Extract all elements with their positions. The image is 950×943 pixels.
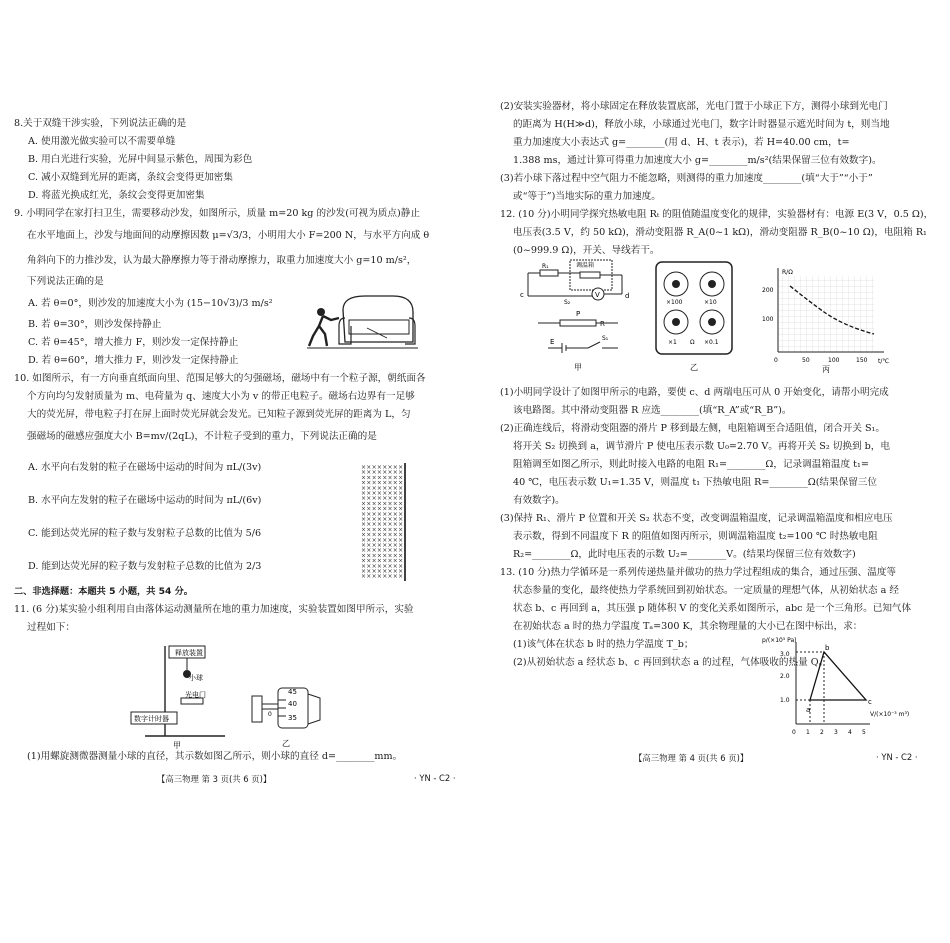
q13-line-3: 状态 b、c 再回到 a，其压强 p 随体积 V 的变化关系如图所示，abc 是一个三角形。已知气体 xyxy=(513,603,912,614)
field-cross-mark: × xyxy=(398,521,404,529)
field-cross-mark: × xyxy=(392,490,398,497)
field-cross-mark: × xyxy=(392,495,398,503)
field-cross-mark: × xyxy=(392,547,398,555)
field-cross-mark: × xyxy=(371,474,377,482)
svg-text:R₁: R₁ xyxy=(542,263,549,270)
field-cross-mark: × xyxy=(398,568,404,575)
field-cross-mark: × xyxy=(361,526,367,534)
field-cross-mark: × xyxy=(398,495,404,503)
pv-y-axis-label: p/(×10⁵ Pa) xyxy=(762,637,797,644)
field-cross-mark: × xyxy=(392,510,398,518)
field-cross-mark: × xyxy=(361,479,367,487)
field-cross-mark: × xyxy=(366,557,372,565)
field-cross-mark: × xyxy=(387,552,393,560)
field-cross-mark: × xyxy=(371,568,377,575)
field-cross-mark: × xyxy=(366,500,372,508)
field-cross-mark: × xyxy=(398,510,404,518)
field-cross-mark: × xyxy=(382,469,388,477)
svg-text:E: E xyxy=(550,338,555,346)
field-cross-mark: × xyxy=(392,516,398,523)
pv-xtick-1: 1 xyxy=(806,729,810,736)
q12-part-1-line-2: 该电路图。其中滑动变阻器 R 应选________(填“R_A”或“R_B”)。 xyxy=(513,405,792,416)
q11-line-2: 过程如下： xyxy=(27,622,75,633)
field-cross-mark: × xyxy=(392,469,398,477)
field-cross-mark: × xyxy=(366,531,372,539)
q10-option-c: C. 能到达荧光屏的粒子数与发射粒子总数的比值为 5/6 xyxy=(28,528,262,539)
field-cross-mark: × xyxy=(371,557,377,565)
pv-xtick-4: 4 xyxy=(848,729,852,736)
field-cross-mark: × xyxy=(361,484,367,492)
graph-y-axis-label: R/Ω xyxy=(782,269,793,276)
field-cross-mark: × xyxy=(382,526,388,534)
field-cross-mark: × xyxy=(366,490,372,497)
circuit-jia-label: 甲 xyxy=(574,363,582,372)
graph-x-axis-label: t/℃ xyxy=(878,358,890,365)
field-cross-mark: × xyxy=(387,495,393,503)
q13-line-2: 状态参量的变化，最终使热力学系统回到初始状态。一定质量的理想气体，从初始状态 a 经 xyxy=(513,585,899,596)
scale-40: 40 xyxy=(288,700,297,708)
field-cross-mark: × xyxy=(392,562,398,570)
field-cross-mark: × xyxy=(382,547,388,555)
field-cross-mark: × xyxy=(376,536,382,544)
field-cross-mark: × xyxy=(371,547,377,555)
graph-xtick-0: 0 xyxy=(774,357,778,364)
field-cross-mark: × xyxy=(387,547,393,555)
field-cross-mark: × xyxy=(392,521,398,529)
graph-xtick-50: 50 xyxy=(802,357,810,364)
field-cross-mark: × xyxy=(398,547,404,555)
field-cross-mark: × xyxy=(361,516,367,523)
scale-35: 35 xyxy=(288,714,297,722)
field-cross-mark: × xyxy=(387,526,393,534)
q12-part-3-line-3: R₂=________Ω，此时电压表的示数 U₂=________V。(结果均保留三位有效数字) xyxy=(513,549,856,560)
dial-x01-label: ×0.1 xyxy=(704,339,719,346)
field-cross-mark: × xyxy=(361,510,367,518)
svg-text:S₁: S₁ xyxy=(602,335,609,342)
field-cross-mark: × xyxy=(376,547,382,555)
field-cross-mark: × xyxy=(376,479,382,487)
field-cross-mark: × xyxy=(398,500,404,508)
dial-x100-label: ×100 xyxy=(666,299,683,306)
q8-option-a: A. 使用激光做实验可以不需要单缝 xyxy=(28,136,176,147)
field-cross-mark: × xyxy=(387,542,393,549)
footer-right-page: 【高三物理 第 4 页(共 6 页)】 xyxy=(634,753,749,763)
q12-part-2-line-1: (2)正确连线后，将滑动变阻器的滑片 P 移到最左侧，电阻箱调至合适阻值，闭合开关 S₁。 xyxy=(500,423,885,434)
q10-option-b: B. 水平向左发射的粒子在磁场中运动的时间为 πL/(6v) xyxy=(28,495,262,506)
q12-part-2-line-2: 将开关 S₂ 切换到 a，调节滑片 P 使电压表示数 U₀=2.70 V。再将开关 S₂ 切换到 b，电 xyxy=(513,441,890,452)
field-cross-mark: × xyxy=(382,479,388,487)
field-cross-mark: × xyxy=(361,573,367,581)
field-cross-mark: × xyxy=(366,573,372,581)
q9-line-1: 9. 小明同学在家打扫卫生，需要移动沙发，如图所示，质量 m=20 kg 的沙发(可视为质点)静止 xyxy=(14,208,420,219)
q8-stem: 8.关于双缝干涉实验，下列说法正确的是 xyxy=(14,118,187,129)
field-cross-mark: × xyxy=(366,469,372,477)
field-cross-mark: × xyxy=(361,557,367,565)
field-cross-mark: × xyxy=(366,552,372,560)
field-cross-mark: × xyxy=(366,568,372,575)
field-cross-mark: × xyxy=(387,484,393,492)
field-cross-mark: × xyxy=(376,505,382,513)
field-cross-mark: × xyxy=(371,542,377,549)
q11-line-1: 11. (6 分)某实验小组利用自由落体运动测量所在地的重力加速度，实验装置如图甲所示，实验 xyxy=(14,604,414,615)
field-cross-mark: × xyxy=(376,526,382,534)
field-cross-mark: × xyxy=(371,526,377,534)
pv-ytick-3: 3.0 xyxy=(780,651,790,658)
field-cross-mark: × xyxy=(371,552,377,560)
field-cross-mark: × xyxy=(361,500,367,508)
field-cross-mark: × xyxy=(376,500,382,508)
scale-0: 0 xyxy=(268,711,272,718)
field-cross-mark: × xyxy=(361,562,367,570)
field-cross-mark: × xyxy=(376,474,382,482)
pv-ytick-1: 1.0 xyxy=(780,697,790,704)
field-cross-mark: × xyxy=(361,464,367,471)
field-cross-mark: × xyxy=(382,516,388,523)
field-cross-mark: × xyxy=(387,464,393,471)
field-cross-mark: × xyxy=(387,557,393,565)
field-cross-mark: × xyxy=(398,562,404,570)
field-cross-mark: × xyxy=(361,542,367,549)
field-cross-mark: × xyxy=(371,495,377,503)
field-cross-mark: × xyxy=(398,536,404,544)
field-cross-mark: × xyxy=(398,490,404,497)
graph-xtick-100: 100 xyxy=(828,357,840,364)
field-cross-mark: × xyxy=(382,573,388,581)
field-cross-mark: × xyxy=(376,557,382,565)
field-cross-mark: × xyxy=(371,510,377,518)
field-cross-mark: × xyxy=(392,531,398,539)
field-cross-mark: × xyxy=(361,536,367,544)
section-2-heading: 二、非选择题：本题共 5 小题，共 54 分。 xyxy=(14,586,193,597)
field-cross-mark: × xyxy=(387,536,393,544)
q12-part-2-line-3: 阻箱调至如图乙所示，则此时接入电路的电阻 R₁=________Ω，记录调温箱温度 t₁= xyxy=(513,459,869,470)
field-cross-mark: × xyxy=(382,474,388,482)
q12-part-1-line-1: (1)小明同学设计了如图甲所示的电路，要使 c、d 两端电压可从 0 开始变化，请帮小明完成 xyxy=(500,387,889,398)
footer-left-code: · YN - C2 · xyxy=(414,773,456,783)
q13-part-2: (2)从初始状态 a 经状态 b、c 再回到状态 a 的过程，气体吸收的热量 Q。 xyxy=(513,657,829,668)
timer-label: 数字计时器 xyxy=(134,715,169,723)
field-cross-mark: × xyxy=(398,542,404,549)
q12-part-3-line-1: (3)保持 R₁、滑片 P 位置和开关 S₂ 状态不变，改变调温箱温度，记录调温箱温度和相应电压 xyxy=(500,513,893,524)
field-cross-mark: × xyxy=(387,469,393,477)
svg-text:d: d xyxy=(625,292,630,300)
field-cross-mark: × xyxy=(361,474,367,482)
field-cross-mark: × xyxy=(361,521,367,529)
q11-part-2-line-4: 1.388 ms，通过计算可得重力加速度大小 g=________m/s²(结果保留三位有效数字)。 xyxy=(513,155,882,166)
resistance-box-yi-label: 乙 xyxy=(690,363,698,372)
field-cross-mark: × xyxy=(387,500,393,508)
svg-text:S₂: S₂ xyxy=(564,299,571,306)
pv-state-c: c xyxy=(868,698,872,706)
field-cross-mark: × xyxy=(376,542,382,549)
field-cross-mark: × xyxy=(371,516,377,523)
field-cross-mark: × xyxy=(376,521,382,529)
sofa-figure xyxy=(305,290,420,358)
figure-yi-label: 乙 xyxy=(282,739,290,748)
field-cross-mark: × xyxy=(398,526,404,534)
pv-diagram xyxy=(762,632,912,747)
field-cross-mark: × xyxy=(382,464,388,471)
field-cross-mark: × xyxy=(376,573,382,581)
pv-xtick-5: 5 xyxy=(862,729,866,736)
field-cross-mark: × xyxy=(371,531,377,539)
field-cross-mark: × xyxy=(392,484,398,492)
circuit-figure xyxy=(518,256,640,374)
pv-xtick-2: 2 xyxy=(820,729,824,736)
graph-ytick-200: 200 xyxy=(762,287,774,294)
q9-option-c: C. 若 θ=45°，增大推力 F，则沙发一定保持静止 xyxy=(28,337,239,348)
footer-right-code: · YN - C2 · xyxy=(876,752,918,762)
field-cross-mark: × xyxy=(382,510,388,518)
thermostat-box-label: 调温箱 xyxy=(576,262,595,269)
field-cross-mark: × xyxy=(398,464,404,471)
q8-option-c: C. 减小双缝到光屏的距离，条纹会变得更加密集 xyxy=(28,172,233,183)
pv-xtick-3: 3 xyxy=(834,729,838,736)
photogate-label: 光电门 xyxy=(185,691,206,699)
dial-x1-label: ×1 xyxy=(668,339,677,346)
svg-text:P: P xyxy=(576,310,581,318)
q11-part-2-line-2: 的距离为 H(H≫d)，释放小球，小球通过光电门，数字计时器显示遮光时间为 t，则当地 xyxy=(513,119,890,130)
field-cross-mark: × xyxy=(392,573,398,581)
field-cross-mark: × xyxy=(382,568,388,575)
field-cross-mark: × xyxy=(366,516,372,523)
field-cross-mark: × xyxy=(376,516,382,523)
field-cross-mark: × xyxy=(398,469,404,477)
svg-text:c: c xyxy=(520,291,524,299)
field-cross-mark: × xyxy=(366,521,372,529)
release-device-label: 释放装置 xyxy=(175,649,203,657)
q9-line-4: 下列说法正确的是 xyxy=(27,276,104,287)
field-cross-mark: × xyxy=(387,568,393,575)
q9-option-d: D. 若 θ=60°，增大推力 F，则沙发一定保持静止 xyxy=(28,355,239,366)
field-cross-mark: × xyxy=(398,557,404,565)
field-cross-mark: × xyxy=(366,536,372,544)
q12-part-2-line-4: 40 ℃，电压表示数 U₁=1.35 V，则温度 t₁ 下热敏电阻 R=________Ω(结果保留三位 xyxy=(513,477,877,488)
field-cross-mark: × xyxy=(371,479,377,487)
q11-part-3-line-1: (3)若小球下落过程中空气阻力不能忽略，则测得的重力加速度________(填“大于”“小于” xyxy=(500,173,873,184)
q10-line-2: 个方向均匀发射质量为 m、电荷量为 q、速度大小为 v 的带正电粒子。磁场右边界有一足够 xyxy=(27,391,415,402)
ball-label: 小球 xyxy=(189,674,203,682)
q13-part-1: (1)该气体在状态 b 时的热力学温度 T_b； xyxy=(513,639,694,650)
field-cross-mark: × xyxy=(392,500,398,508)
field-cross-mark: × xyxy=(361,531,367,539)
field-cross-mark: × xyxy=(387,521,393,529)
field-cross-mark: × xyxy=(366,562,372,570)
field-cross-mark: × xyxy=(387,516,393,523)
figure-jia-label: 甲 xyxy=(173,741,181,750)
field-cross-mark: × xyxy=(366,510,372,518)
field-cross-mark: × xyxy=(361,505,367,513)
q11-part-2-line-3: 重力加速度大小表达式 g=________(用 d、H、t 表示)，若 H=40.00 cm，t= xyxy=(513,137,850,148)
graph-xtick-150: 150 xyxy=(856,357,868,364)
field-cross-mark: × xyxy=(392,526,398,534)
field-cross-mark: × xyxy=(366,526,372,534)
field-cross-mark: × xyxy=(387,562,393,570)
q12-line-2: 电压表(3.5 V，约 50 kΩ)，滑动变阻器 R_A(0~1 kΩ)，滑动变阻器 R_B(0~10 Ω)，电阻箱 R₁ xyxy=(513,227,927,238)
field-cross-mark: × xyxy=(376,464,382,471)
field-cross-mark: × xyxy=(361,552,367,560)
field-cross-mark: × xyxy=(371,490,377,497)
q12-line-1: 12. (10 分)小明同学探究热敏电阻 Rₜ 的阻值随温度变化的规律，实验器材有：电源 E(3 V，0.5 Ω)， xyxy=(500,209,934,220)
field-cross-mark: × xyxy=(387,505,393,513)
magnetic-field-figure xyxy=(360,463,408,581)
field-cross-mark: × xyxy=(371,505,377,513)
field-cross-mark: × xyxy=(382,484,388,492)
field-cross-mark: × xyxy=(392,505,398,513)
field-cross-mark: × xyxy=(392,536,398,544)
field-cross-mark: × xyxy=(371,500,377,508)
micrometer-figure xyxy=(248,678,333,754)
dial-x10-label: ×10 xyxy=(704,299,717,306)
resistance-box-figure xyxy=(654,260,736,374)
field-cross-mark: × xyxy=(366,479,372,487)
field-cross-mark: × xyxy=(382,521,388,529)
footer-left-page: 【高三物理 第 3 页(共 6 页)】 xyxy=(157,774,272,784)
resistance-temperature-graph xyxy=(752,262,900,374)
q10-line-3: 大的荧光屏，带电粒子打在屏上面时荧光屏就会发光。已知粒子源到荧光屏的距离为 L，匀 xyxy=(27,409,411,420)
field-cross-mark: × xyxy=(392,479,398,487)
field-cross-mark: × xyxy=(387,531,393,539)
field-cross-mark: × xyxy=(371,521,377,529)
field-cross-mark: × xyxy=(398,573,404,581)
field-cross-mark: × xyxy=(376,568,382,575)
field-cross-mark: × xyxy=(382,557,388,565)
field-cross-mark: × xyxy=(382,552,388,560)
q10-line-1: 10. 如图所示，有一方向垂直纸面向里、范围足够大的匀强磁场，磁场中有一个粒子源，朝纸面各 xyxy=(14,373,426,384)
field-cross-mark: × xyxy=(366,484,372,492)
field-cross-mark: × xyxy=(392,464,398,471)
field-cross-mark: × xyxy=(366,505,372,513)
field-cross-mark: × xyxy=(398,505,404,513)
pv-x-axis-label: V/(×10⁻³ m³) xyxy=(870,711,910,718)
field-cross-mark: × xyxy=(366,495,372,503)
svg-text:R: R xyxy=(600,320,605,328)
field-cross-mark: × xyxy=(392,552,398,560)
field-cross-mark: × xyxy=(398,552,404,560)
field-cross-mark: × xyxy=(387,510,393,518)
field-cross-mark: × xyxy=(382,536,388,544)
field-cross-mark: × xyxy=(371,469,377,477)
q13-line-1: 13. (10 分)热力学循环是一系列传递热量并做功的热力学过程组成的集合，通过压强、温度等 xyxy=(500,567,897,578)
field-cross-mark: × xyxy=(371,464,377,471)
q11-part-3-line-2: 或“等于”)当地实际的重力加速度。 xyxy=(513,191,661,202)
field-cross-mark: × xyxy=(392,474,398,482)
field-cross-mark: × xyxy=(382,505,388,513)
q12-part-2-line-5: 有效数字)。 xyxy=(513,495,565,506)
free-fall-apparatus-figure xyxy=(125,640,255,750)
field-cross-mark: × xyxy=(361,469,367,477)
q10-option-d: D. 能到达荧光屏的粒子数与发射粒子总数的比值为 2/3 xyxy=(28,561,262,572)
field-cross-mark: × xyxy=(398,474,404,482)
field-cross-mark: × xyxy=(361,490,367,497)
field-cross-mark: × xyxy=(387,479,393,487)
field-cross-mark: × xyxy=(371,573,377,581)
graph-ytick-100: 100 xyxy=(762,316,774,323)
field-cross-mark: × xyxy=(376,552,382,560)
q8-option-d: D. 将蓝光换成红光，条纹会变得更加密集 xyxy=(28,190,205,201)
field-cross-mark: × xyxy=(398,516,404,523)
q9-option-b: B. 若 θ=30°，则沙发保持静止 xyxy=(28,319,162,330)
field-cross-mark: × xyxy=(361,547,367,555)
field-cross-mark: × xyxy=(387,474,393,482)
field-cross-mark: × xyxy=(366,464,372,471)
q12-part-3-line-2: 表示数，得到不同温度下 R 的阻值如图丙所示，则调温箱温度 t₂=100 ℃ 时热敏电阻 xyxy=(513,531,878,542)
field-cross-mark: × xyxy=(376,531,382,539)
field-cross-mark: × xyxy=(371,484,377,492)
scale-45: 45 xyxy=(288,688,297,696)
graph-bing-label: 丙 xyxy=(822,365,830,374)
field-cross-mark: × xyxy=(387,573,393,581)
field-cross-mark: × xyxy=(398,479,404,487)
field-cross-mark: × xyxy=(361,495,367,503)
field-cross-mark: × xyxy=(382,490,388,497)
field-cross-mark: × xyxy=(382,495,388,503)
q11-part-1: (1)用螺旋测微器测量小球的直径，其示数如图乙所示，则小球的直径 d=________mm。 xyxy=(27,751,403,762)
field-cross-mark: × xyxy=(376,469,382,477)
field-cross-mark: × xyxy=(387,490,393,497)
field-cross-mark: × xyxy=(371,562,377,570)
field-cross-mark: × xyxy=(376,484,382,492)
field-cross-mark: × xyxy=(371,536,377,544)
field-cross-mark: × xyxy=(398,531,404,539)
pv-state-a: a xyxy=(806,706,811,714)
field-cross-mark: × xyxy=(392,568,398,575)
field-cross-mark: × xyxy=(376,495,382,503)
field-cross-mark: × xyxy=(366,547,372,555)
svg-text:V: V xyxy=(595,291,600,299)
q9-line-3: 角斜向下的力推沙发，认为最大静摩擦力等于滑动摩擦力，取重力加速度大小 g=10 m/s²， xyxy=(27,255,417,266)
q10-line-4: 强磁场的磁感应强度大小 B=mv/(2qL)，不计粒子受到的重力，下列说法正确的是 xyxy=(27,431,377,442)
field-cross-mark: × xyxy=(382,500,388,508)
pv-xtick-0: 0 xyxy=(792,729,796,736)
pv-state-b: b xyxy=(825,644,830,652)
field-cross-mark: × xyxy=(366,542,372,549)
field-cross-mark: × xyxy=(382,531,388,539)
field-cross-mark: × xyxy=(366,474,372,482)
q10-option-a: A. 水平向右发射的粒子在磁场中运动的时间为 πL/(3v) xyxy=(28,462,262,473)
pv-ytick-2: 2.0 xyxy=(780,673,790,680)
q9-line-2: 在水平地面上，沙发与地面间的动摩擦因数 μ=√3/3，小明用大小 F=200 N，与水平方向成 θ xyxy=(27,230,430,241)
field-cross-mark: × xyxy=(376,510,382,518)
ohm-label: Ω xyxy=(690,339,695,346)
field-cross-mark: × xyxy=(398,484,404,492)
q9-option-a: A. 若 θ=0°，则沙发的加速度大小为 (15−10√3)/3 m/s² xyxy=(28,298,273,309)
q11-part-2-line-1: (2)安装实验器材，将小球固定在释放装置底部，光电门置于小球正下方，测得小球到光电门 xyxy=(500,101,888,112)
field-cross-mark: × xyxy=(382,542,388,549)
q8-option-b: B. 用白光进行实验，光屏中间显示紫色，周围为彩色 xyxy=(28,154,253,165)
q12-line-3: (0~999.9 Ω)，开关、导线若干。 xyxy=(513,245,660,256)
field-cross-mark: × xyxy=(376,562,382,570)
field-cross-mark: × xyxy=(382,562,388,570)
field-cross-mark: × xyxy=(376,490,382,497)
field-cross-mark: × xyxy=(392,542,398,549)
q13-line-4: 在初始状态 a 时的热力学温度 Tₐ=300 K，其余物理量的大小已在图中标出，求： xyxy=(513,621,863,632)
field-cross-mark: × xyxy=(361,568,367,575)
field-cross-mark: × xyxy=(392,557,398,565)
